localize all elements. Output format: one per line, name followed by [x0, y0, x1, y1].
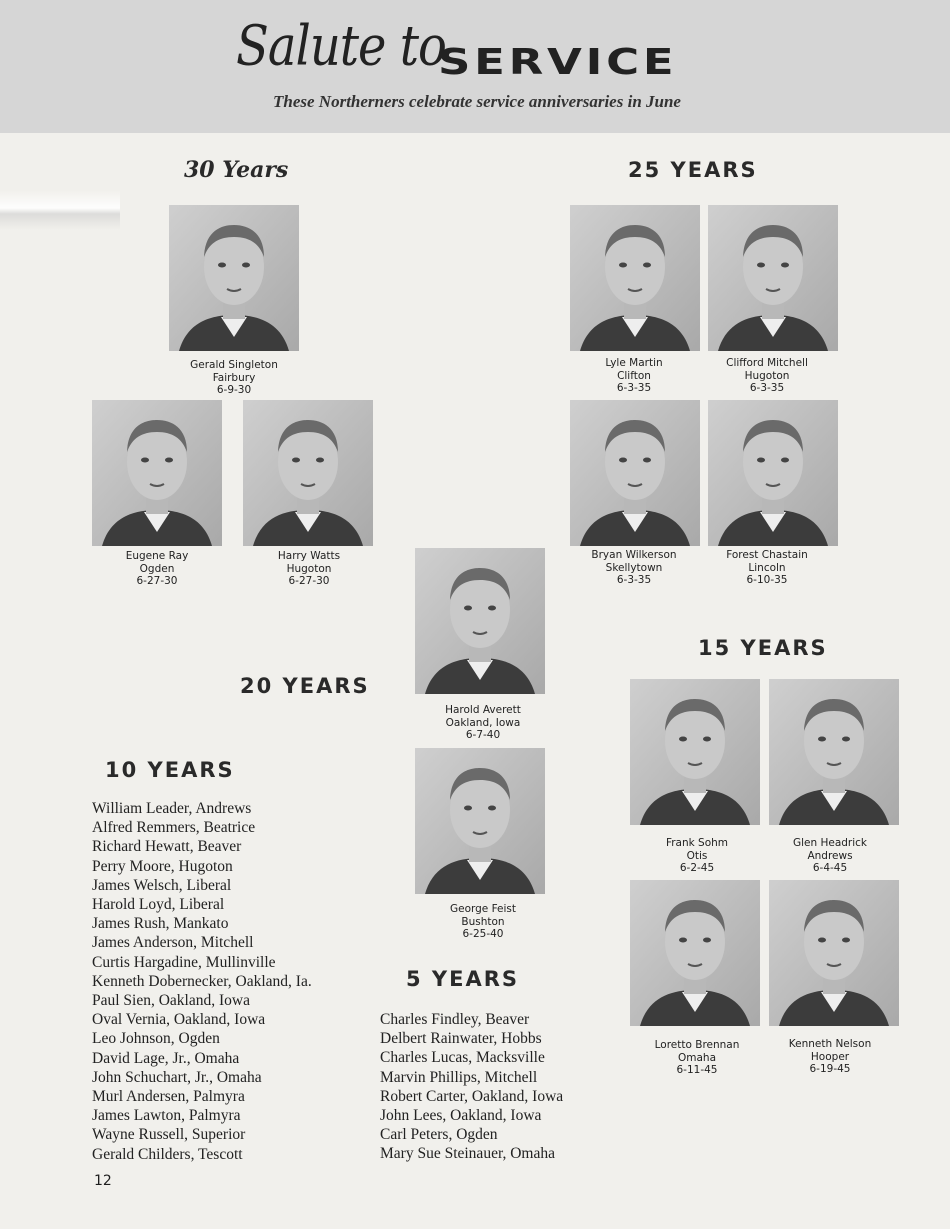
caption-date: 6-9-30: [216, 384, 252, 396]
portrait-photo: [769, 880, 899, 1026]
caption-george-feist: [398, 903, 568, 941]
caption-name: Lyle Martin: [605, 357, 663, 369]
portrait-silhouette: [570, 205, 700, 351]
caption-name: Harry Watts: [277, 550, 341, 562]
portrait-silhouette: [769, 679, 899, 825]
caption-place: Oakland, Iowa: [445, 716, 521, 729]
list-item: James Rush, Mankato: [92, 915, 229, 933]
caption-date: 6-7-40: [465, 729, 501, 741]
caption-place: Lincoln: [748, 561, 786, 574]
caption-place: Skellytown: [605, 561, 663, 574]
list-item: Carl Peters, Ogden: [380, 1126, 498, 1144]
list-item: David Lage, Jr., Omaha: [92, 1049, 240, 1067]
caption-place: Fairbury: [212, 371, 256, 384]
caption-name: Gerald Singleton: [190, 359, 278, 371]
list-item: Delbert Rainwater, Hobbs: [380, 1030, 542, 1048]
caption-clifford-mitchell: [682, 357, 852, 395]
caption-date: 6-19-45: [809, 1063, 851, 1075]
caption-place: Clifton: [617, 369, 651, 382]
list-10-years: [92, 799, 312, 1164]
portrait-silhouette: [630, 880, 760, 1026]
title-service: SERVICE: [438, 42, 678, 83]
heading-10-years: 10 YEARS: [105, 758, 235, 782]
caption-date: 6-25-40: [462, 928, 504, 940]
caption-date: 6-3-35: [616, 382, 652, 394]
heading-15-years: 15 YEARS: [698, 636, 828, 660]
portrait-silhouette: [769, 880, 899, 1026]
caption-date: 6-11-45: [676, 1064, 718, 1076]
caption-date: 6-27-30: [288, 575, 330, 587]
list-item: John Schuchart, Jr., Omaha: [92, 1068, 262, 1086]
portrait-silhouette: [169, 205, 299, 351]
portrait-silhouette: [570, 400, 700, 546]
page-number: 12: [94, 1173, 112, 1189]
heading-5-years: 5 YEARS: [406, 967, 520, 991]
list-item: Oval Vernia, Oakland, Iowa: [92, 1011, 266, 1029]
caption-date: 6-10-35: [746, 574, 788, 586]
list-item: Perry Moore, Hugoton: [92, 857, 233, 875]
caption-name: Harold Averett: [445, 704, 521, 716]
list-item: Murl Andersen, Palmyra: [92, 1088, 245, 1106]
list-item: John Lees, Oakland, Iowa: [380, 1107, 542, 1125]
caption-date: 6-2-45: [679, 862, 715, 874]
list-item: Gerald Childers, Tescott: [92, 1145, 243, 1163]
portrait-silhouette: [243, 400, 373, 546]
list-item: Robert Carter, Oakland, Iowa: [380, 1087, 564, 1105]
caption-gerald-singleton: [149, 359, 319, 397]
caption-place: Ogden: [139, 562, 175, 575]
caption-date: 6-4-45: [812, 862, 848, 874]
caption-place: Hooper: [810, 1050, 850, 1063]
list-item: William Leader, Andrews: [92, 800, 252, 817]
caption-date: 6-3-35: [616, 574, 652, 586]
heading-20-years: 20 YEARS: [240, 674, 370, 698]
caption-place: Bushton: [461, 915, 505, 928]
caption-kenneth-nelson: [745, 1038, 915, 1076]
portrait-photo: [708, 205, 838, 351]
portrait-photo: [630, 880, 760, 1026]
list-item: Marvin Phillips, Mitchell: [380, 1068, 538, 1086]
caption-name: Clifford Mitchell: [726, 357, 808, 369]
header-band: [0, 0, 950, 133]
caption-name: Kenneth Nelson: [788, 1038, 872, 1050]
heading-25-years: 25 YEARS: [628, 158, 758, 182]
subtitle: [0, 92, 950, 112]
caption-harry-watts: [224, 550, 394, 588]
list-item: James Anderson, Mitchell: [92, 934, 254, 952]
list-item: Alfred Remmers, Beatrice: [92, 819, 256, 837]
portrait-photo: [169, 205, 299, 351]
caption-place: Hugoton: [286, 562, 332, 575]
portrait-photo: [415, 548, 545, 694]
list-item: Wayne Russell, Superior: [92, 1126, 246, 1144]
heading-30-years: 30 Years: [184, 157, 289, 183]
list-item: Mary Sue Steinauer, Omaha: [380, 1145, 555, 1163]
caption-harold-averett: [398, 704, 568, 742]
list-item: Charles Findley, Beaver: [380, 1011, 530, 1028]
list-item: Charles Lucas, Macksville: [380, 1049, 545, 1067]
list-item: Curtis Hargadine, Mullinville: [92, 953, 276, 971]
caption-glen-headrick: [745, 837, 915, 875]
portrait-photo: [415, 748, 545, 894]
portrait-silhouette: [415, 748, 545, 894]
portrait-silhouette: [630, 679, 760, 825]
caption-name: Bryan Wilkerson: [591, 549, 677, 561]
portrait-photo: [243, 400, 373, 546]
list-5-years: [380, 1010, 563, 1164]
portrait-photo: [769, 679, 899, 825]
portrait-silhouette: [708, 205, 838, 351]
portrait-silhouette: [708, 400, 838, 546]
caption-place: Andrews: [807, 849, 853, 862]
caption-place: Hugoton: [744, 369, 790, 382]
portrait-silhouette: [92, 400, 222, 546]
caption-place: Omaha: [677, 1051, 717, 1064]
title-script: Salute to: [236, 14, 446, 79]
caption-date: 6-3-35: [749, 382, 785, 394]
portrait-photo: [570, 205, 700, 351]
caption-name: Glen Headrick: [792, 837, 868, 849]
caption-name: Forest Chastain: [726, 549, 808, 561]
caption-name: Loretto Brennan: [654, 1039, 740, 1051]
caption-name: George Feist: [449, 903, 517, 915]
subtitle-text: These Northerners celebrate service anniversaries in June: [273, 92, 681, 111]
list-item: James Welsch, Liberal: [92, 876, 232, 894]
page-crease: [0, 190, 120, 230]
portrait-photo: [570, 400, 700, 546]
list-item: Paul Sien, Oakland, Iowa: [92, 992, 250, 1010]
caption-name: Eugene Ray: [125, 550, 189, 562]
list-item: Harold Loyd, Liberal: [92, 896, 225, 914]
portrait-photo: [92, 400, 222, 546]
portrait-silhouette: [415, 548, 545, 694]
caption-forest-chastain: [682, 549, 852, 587]
list-item: Leo Johnson, Ogden: [92, 1030, 220, 1048]
list-item: James Lawton, Palmyra: [92, 1107, 241, 1125]
caption-name: Frank Sohm: [665, 837, 729, 849]
caption-place: Otis: [686, 849, 708, 862]
portrait-photo: [630, 679, 760, 825]
caption-eugene-ray: [72, 550, 242, 588]
caption-date: 6-27-30: [136, 575, 178, 587]
portrait-photo: [708, 400, 838, 546]
list-item: Richard Hewatt, Beaver: [92, 838, 242, 856]
list-item: Kenneth Dobernecker, Oakland, Ia.: [92, 972, 312, 990]
